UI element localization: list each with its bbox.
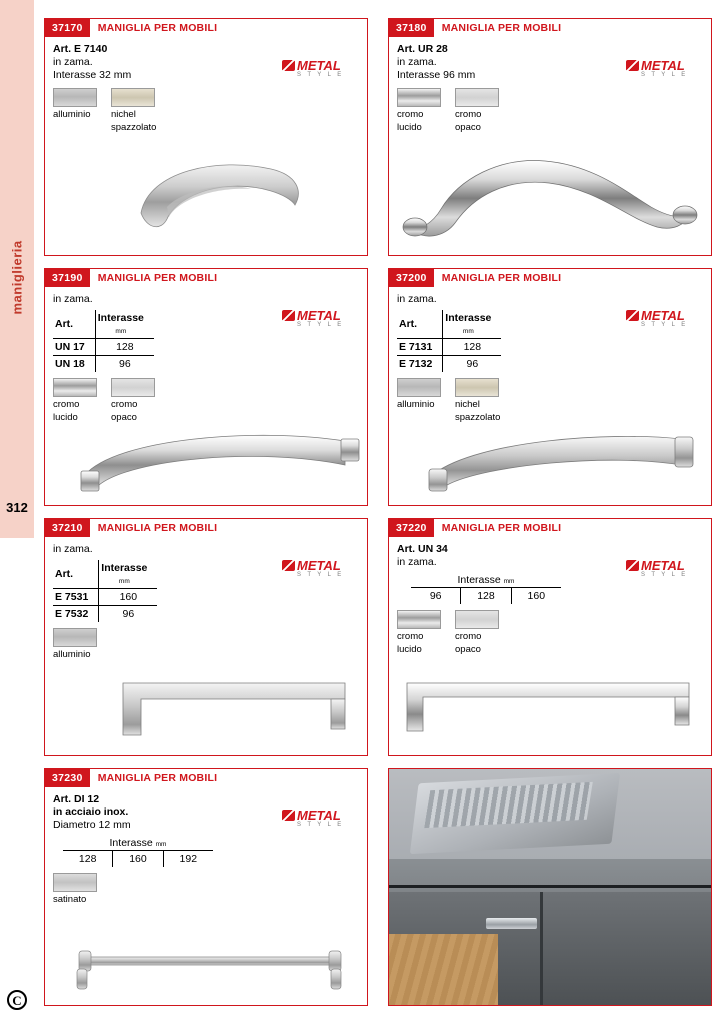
table-header-row [53,560,157,589]
product-code: 37220 [389,519,434,537]
metal-logo-mark-icon [626,60,639,71]
brand-sub: S T Y L E [641,72,688,78]
finish-label: cromo [397,631,424,642]
article-code: Art. DI 12 [53,793,100,805]
metal-logo-mark-icon [626,560,639,571]
interasse-header-label: Interasse [457,574,501,586]
handle-image-37190 [45,423,367,505]
drawer-split [540,892,543,1005]
metal-logo-mark-icon [282,560,295,571]
interasse-value: 160 [112,851,162,867]
table-row [53,339,154,356]
finish-label: alluminio [53,649,91,660]
brand-sub: S T Y L E [641,322,688,328]
col-interasse [95,310,154,339]
swatch-alluminio [53,88,97,107]
card-title: MANIGLIA PER MOBILI [97,522,218,534]
cell-interasse: 160 [99,589,158,606]
finish-label-2: spazzolato [111,122,157,133]
finish-option[interactable] [455,88,503,133]
material-text: in zama. [53,56,93,68]
material-text: in zama. [397,556,437,568]
metal-style-logo [626,309,704,328]
finish-swatches [53,88,359,133]
drawer-edge [389,885,711,888]
finish-label: nichel [455,399,480,410]
interasse-text: Interasse 32 mm [53,69,132,81]
cell-art: E 7132 [399,358,433,370]
product-card-37200[interactable] [388,268,712,506]
handle-svg [45,423,369,505]
finish-label: cromo [111,399,138,410]
finish-label: cromo [397,109,424,120]
interasse-strip [411,574,561,604]
card-header [389,269,711,287]
section-label-text [10,281,25,315]
cell-interasse: 96 [99,606,158,623]
handle-svg [389,677,713,755]
product-card-37220[interactable] [388,518,712,756]
finish-option[interactable] [397,378,445,423]
swatch-nichel-spazzolato [111,88,155,107]
card-body [45,787,367,905]
swatch-cromo-lucido [53,378,97,397]
product-card-37170[interactable] [44,18,368,256]
handle-svg [45,147,369,255]
finish-label: alluminio [397,399,435,410]
finish-label: cromo [53,399,80,410]
metal-logo-mark-icon [282,810,295,821]
handle-svg [389,145,713,255]
table-row [397,339,501,356]
interasse-strip [63,837,213,867]
metal-logo-mark-icon [282,60,295,71]
swatch-cromo-opaco [455,88,499,107]
interasse-values [411,588,561,604]
product-code: 37190 [45,269,90,287]
publisher-logo-icon: C [7,990,27,1010]
finish-swatches [397,378,703,423]
left-margin-rail [0,0,34,1024]
handle-image-37220 [389,677,711,755]
rail-white-band [0,538,34,1024]
brand-name: METAL [297,308,341,323]
finish-option[interactable] [53,873,101,905]
product-code: 37170 [45,19,90,37]
table-header-row [397,310,501,339]
finish-label: nichel [111,109,136,120]
card-header [45,519,367,537]
table-row [397,356,501,373]
brand-sub: S T Y L E [641,572,688,578]
col-interasse-unit: mm [115,328,127,335]
brand-sub: S T Y L E [297,72,344,78]
col-interasse-unit: mm [118,578,130,585]
material-text: in zama. [397,293,437,305]
finish-option[interactable] [111,378,159,423]
product-card-37190[interactable] [44,268,368,506]
metal-logo-mark-icon [282,310,295,321]
drawer-handle [486,918,538,930]
card-title: MANIGLIA PER MOBILI [97,22,218,34]
card-body [45,287,367,423]
finish-swatches [53,628,359,660]
metal-logo-mark-icon [626,310,639,321]
brand-name: METAL [641,308,685,323]
metal-style-logo [282,809,360,828]
handle-image-37210 [45,669,367,755]
metal-style-logo [282,309,360,328]
metal-style-logo [282,559,360,578]
swatch-cromo-lucido [397,88,441,107]
article-code: Art. E 7140 [53,43,108,55]
finish-swatches [397,610,703,655]
col-interasse [99,560,158,589]
col-art: Art. [397,310,443,339]
swatch-satinato [53,873,97,892]
finish-option[interactable] [455,378,503,423]
article-code: Art. UN 34 [397,543,448,555]
cell-interasse: 96 [95,356,154,373]
product-card-37180[interactable] [388,18,712,256]
card-body [45,537,367,660]
cell-art: E 7532 [55,608,89,620]
finish-label-2: opaco [455,122,481,133]
col-interasse [443,310,502,339]
finish-label-2: spazzolato [455,412,501,423]
interasse-value: 192 [163,851,213,867]
finish-label: satinato [53,894,87,905]
interasse-header [411,574,561,588]
finish-label-2: opaco [455,644,481,655]
finish-option[interactable] [53,378,101,423]
handle-svg [389,427,713,505]
interasse-value: 128 [78,853,97,865]
section-label-vertical [0,290,34,305]
cell-interasse: 128 [95,339,154,356]
brand-name: METAL [297,808,341,823]
product-card-37210[interactable] [44,518,368,756]
spec-table [53,310,154,372]
spec-table [397,310,501,372]
swatch-cromo-opaco [455,610,499,629]
finish-swatches [53,873,359,905]
material-text: in zama. [53,293,93,305]
interasse-header-unit: mm [155,841,167,848]
brand-name: METAL [297,558,341,573]
brand-name: METAL [641,558,685,573]
product-code: 37180 [389,19,434,37]
card-body [45,37,367,133]
interasse-header-label: Interasse [109,837,153,849]
metal-style-logo [282,59,360,78]
finish-label-2: lucido [397,122,422,133]
product-code: 37230 [45,769,90,787]
spec-table [53,560,157,622]
brand-name: METAL [297,58,341,73]
finish-option[interactable] [455,610,503,655]
col-art: Art. [53,310,95,339]
metal-style-logo [626,559,704,578]
interasse-text: Interasse 96 mm [397,69,476,81]
col-interasse-label: Interasse [97,312,144,324]
catalog-grid [44,10,712,1014]
card-header [45,19,367,37]
handle-image-37170 [45,147,367,255]
finish-label: cromo [455,109,482,120]
diameter-text: Diametro 12 mm [53,819,131,831]
finish-option[interactable] [397,88,445,133]
material-text: in acciaio inox. [53,806,129,818]
interasse-value: 96 [429,590,442,602]
card-title: MANIGLIA PER MOBILI [97,772,218,784]
wood-floor [389,934,498,1005]
product-code: 37210 [45,519,90,537]
card-header [45,769,367,787]
swatch-alluminio [397,378,441,397]
product-card-37230[interactable] [44,768,368,1006]
card-body [389,37,711,133]
kitchen-drawer-photo [388,768,712,1006]
handle-image-37180 [389,145,711,255]
col-interasse-label: Interasse [101,562,148,574]
card-body [389,537,711,655]
swatch-nichel-spazzolato [455,378,499,397]
card-title: MANIGLIA PER MOBILI [441,522,562,534]
cell-art: UN 18 [55,358,85,370]
finish-option[interactable] [111,88,159,133]
cell-art: E 7531 [53,589,99,606]
brand-name: METAL [641,58,685,73]
card-body [389,287,711,423]
metal-style-logo [626,59,704,78]
material-text: in zama. [53,543,93,555]
cell-art: E 7131 [397,339,443,356]
material-text: in zama. [397,56,437,68]
finish-option[interactable] [397,610,445,655]
interasse-value: 128 [460,588,510,604]
col-interasse-unit: mm [462,328,474,335]
card-header [389,519,711,537]
finish-option[interactable] [53,628,101,660]
finish-label: cromo [455,631,482,642]
page-number: 312 [6,500,28,515]
brand-sub: S T Y L E [297,322,344,328]
interasse-value: 160 [511,588,561,604]
finish-label: alluminio [53,109,91,120]
card-header [45,269,367,287]
handle-image-37230 [45,933,367,1005]
finish-label-2: lucido [397,644,422,655]
interasse-header [63,837,213,851]
brand-sub: S T Y L E [297,822,344,828]
interasse-values [63,851,213,867]
table-row [53,356,154,373]
card-title: MANIGLIA PER MOBILI [441,22,562,34]
handle-svg [45,933,369,1005]
swatch-cromo-lucido [397,610,441,629]
table-row [53,606,157,623]
table-header-row [53,310,154,339]
finish-option[interactable] [53,88,101,133]
cell-interasse: 128 [443,339,502,356]
brand-sub: S T Y L E [297,572,344,578]
handle-image-37200 [389,427,711,505]
handle-svg [45,669,369,755]
finish-label-2: lucido [53,412,78,423]
finish-swatches [53,378,359,423]
table-row [53,589,157,606]
swatch-alluminio [53,628,97,647]
article-code: Art. UR 28 [397,43,448,55]
finish-label-2: opaco [111,412,137,423]
cell-interasse: 96 [443,356,502,373]
card-title: MANIGLIA PER MOBILI [441,272,562,284]
col-art: Art. [53,560,99,589]
interasse-header-unit: mm [503,578,515,585]
product-code: 37200 [389,269,434,287]
col-interasse-label: Interasse [445,312,492,324]
finish-swatches [397,88,703,133]
cell-art: UN 17 [53,339,95,356]
swatch-cromo-opaco [111,378,155,397]
card-title: MANIGLIA PER MOBILI [97,272,218,284]
card-header [389,19,711,37]
